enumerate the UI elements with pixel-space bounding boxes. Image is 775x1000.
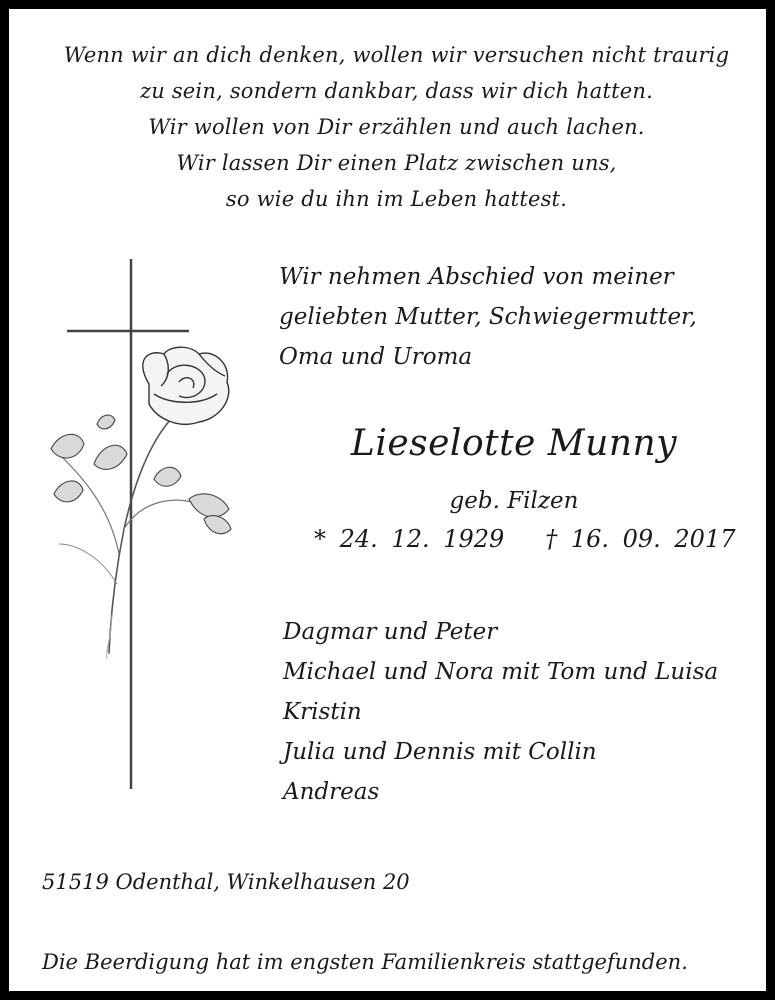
memorial-poem bbox=[9, 37, 775, 217]
mourner-entry: Julia und Dennis mit Collin bbox=[283, 739, 597, 765]
deceased-name: Lieselotte Munny bbox=[350, 423, 678, 464]
mourner-entry: Dagmar und Peter bbox=[283, 619, 498, 645]
address: 51519 Odenthal, Winkelhausen 20 bbox=[42, 870, 410, 894]
life-dates: * 24. 12. 1929 † 16. 09. 2017 bbox=[314, 525, 736, 553]
farewell-intro bbox=[279, 257, 697, 377]
mourner-entry: Kristin bbox=[283, 699, 362, 725]
poem-line: zu sein, sondern dankbar, dass wir dich hatten. bbox=[139, 79, 654, 103]
poem-line: Wir wollen von Dir erzählen und auch lachen. bbox=[148, 115, 645, 139]
intro-line: Wir nehmen Abschied von meiner bbox=[279, 264, 674, 290]
poem-line: Wir lassen Dir einen Platz zwischen uns, bbox=[176, 151, 617, 175]
birth-name: geb. Filzen bbox=[449, 488, 579, 514]
funeral-note: Die Beerdigung hat im engsten Familienkreis stattgefunden. bbox=[42, 950, 688, 974]
mourner-entry: Andreas bbox=[283, 779, 380, 805]
poem-line: so wie du ihn im Leben hattest. bbox=[225, 187, 568, 211]
mourners-list bbox=[283, 612, 718, 812]
poem-line: Wenn wir an dich denken, wollen wir versuchen nicht traurig bbox=[63, 43, 730, 67]
cross-with-rose-icon bbox=[39, 254, 249, 799]
intro-line: geliebten Mutter, Schwiegermutter, bbox=[279, 304, 697, 330]
intro-line: Oma und Uroma bbox=[279, 344, 473, 370]
mourner-entry: Michael und Nora mit Tom und Luisa bbox=[283, 659, 719, 685]
